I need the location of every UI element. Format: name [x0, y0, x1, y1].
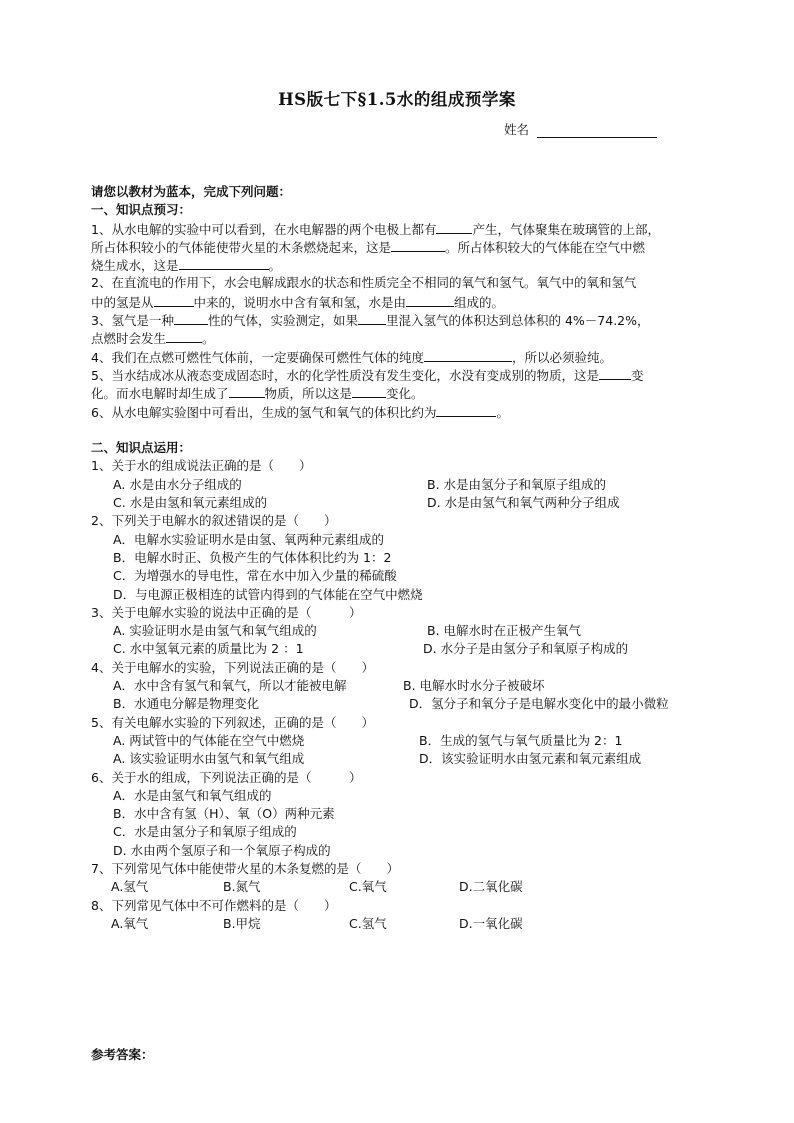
question-4-stem: 4、关于电解水的实验，下列说法正确的是（ ）: [91, 659, 374, 675]
text-segment: 中来的，说明水中含有氧和氢，水是由: [193, 294, 407, 310]
page-title: HS版七下§1.5水的组成预学案: [278, 90, 516, 109]
name-blank-line[interactable]: [537, 123, 657, 138]
text-segment: 物质，所以这是: [264, 386, 353, 402]
option[interactable]: B．电解水时正、负极产生的气体体积比约为 1：2: [113, 549, 392, 565]
fill-blank[interactable]: [358, 311, 386, 325]
fill-blank[interactable]: [424, 348, 512, 362]
option[interactable]: A.氢气: [111, 879, 149, 895]
question-3-stem: 3、关于电解水实验的说法中正确的是（ ）: [91, 604, 362, 620]
option[interactable]: B. 电解水时水分子被破坏: [403, 678, 545, 694]
text-segment: 里混入氢气的体积达到总体积的 4%－74.2%，: [385, 313, 650, 329]
option[interactable]: A. 实验证明水是由氢气和氧气组成的: [113, 623, 317, 639]
option[interactable]: A. 水是由水分子组成的: [113, 476, 242, 492]
intro-text: 请您以教材为蓝本，完成下列问题：: [91, 184, 292, 199]
text-segment: 4、我们在点燃可燃性气体前，一定要确保可燃性气体的纯度: [91, 349, 424, 365]
fill-blank[interactable]: [406, 293, 454, 307]
question-1-options-row-2: [91, 494, 721, 512]
question-3-options-row-1: [91, 622, 721, 640]
option[interactable]: B．水通电分解是物理变化: [113, 696, 260, 712]
option[interactable]: C. 水是由氢和氧元素组成的: [113, 495, 268, 511]
option[interactable]: D．该实验证明水由氢元素和氧元素组成: [419, 751, 642, 767]
s1-line-10: [91, 384, 721, 402]
text-segment: 2、在直流电的作用下，水会电解成跟水的状态和性质完全不相同的氧气和氢气。氧气中的氧和氢气: [91, 275, 637, 291]
option[interactable]: D．与电源正极相连的试管内得到的气体能在空气中燃烧: [113, 586, 423, 602]
text-segment: 所占体积较小的气体能使带火星的木条燃烧起来，这是: [91, 239, 392, 255]
option[interactable]: D.一氧化碳: [459, 915, 523, 931]
text-segment: 烧生成水，这是: [91, 258, 179, 274]
option[interactable]: D. 水由两个氢原子和一个氧原子构成的: [113, 842, 331, 858]
question-8-stem: 8、下列常见气体中不可作燃料的是（ ）: [91, 897, 337, 913]
option[interactable]: A. 该实验证明水由氢气和氧气组成: [113, 751, 305, 767]
name-label: 姓名: [504, 122, 530, 137]
question-7-options: [91, 878, 721, 896]
option[interactable]: D．氢分子和氧分子是电解水变化中的最小微粒: [409, 696, 669, 712]
question-4-options-row-1: [91, 677, 721, 695]
s1-line-1: [91, 220, 721, 238]
fill-blank[interactable]: [391, 238, 445, 252]
option[interactable]: D. 水是由氢气和氧气两种分子组成: [427, 495, 620, 511]
option[interactable]: B．水中含有氢（H）、氧（O）两种元素: [113, 806, 335, 822]
question-5-stem: 5、有关电解水实验的下列叙述，正确的是（ ）: [91, 714, 374, 730]
option[interactable]: A．水是由氢气和氧气组成的: [113, 787, 272, 803]
option[interactable]: B.甲烷: [223, 915, 261, 931]
text-segment: 。: [496, 404, 509, 420]
text-segment: 5、当水结成冰从液态变成固态时，水的化学性质没有发生变化，水没有变成别的物质，这是: [91, 367, 599, 383]
option[interactable]: C. 水中氢氧元素的质量比为 2 ：1: [113, 641, 304, 657]
s1-line-2: [91, 238, 721, 256]
option[interactable]: D.二氧化碳: [459, 879, 523, 895]
question-1-stem: 1、关于水的组成说法正确的是（ ）: [91, 458, 312, 474]
option[interactable]: A. 两试管中的气体能在空气中燃烧: [113, 732, 305, 748]
fill-blank[interactable]: [436, 220, 472, 234]
question-4-options-row-2: [91, 695, 721, 713]
option[interactable]: C．为增强水的导电性，常在水中加入少量的稀硫酸: [113, 568, 397, 584]
text-segment: 变: [630, 367, 644, 383]
option[interactable]: C．水是由氢分子和氧原子组成的: [113, 824, 297, 840]
text-segment: 。: [268, 258, 282, 274]
question-6-stem: 6、关于水的组成，下列说法正确的是（ ）: [91, 769, 362, 785]
text-segment: 中的氢是从: [91, 294, 154, 310]
question-5-options-row-1: [91, 732, 721, 750]
text-segment: 变化。: [386, 386, 424, 402]
question-5-options-row-2: [91, 750, 721, 768]
text-segment: 性的气体，实验测定，如果: [207, 313, 358, 329]
option[interactable]: B. 水是由氢分子和氧原子组成的: [427, 476, 607, 492]
option[interactable]: C.氧气: [349, 879, 387, 895]
option[interactable]: A．水中含有氢气和氧气，所以才能被电解: [113, 678, 347, 694]
question-1-options-row-1: [91, 476, 721, 494]
s1-line-5: [91, 293, 721, 311]
text-segment: 产生，气体聚集在玻璃管的上部，: [472, 221, 660, 237]
fill-blank[interactable]: [436, 403, 496, 417]
option[interactable]: B. 电解水时在正极产生氧气: [427, 623, 582, 639]
text-segment: 6、从水电解实验图中可看出，生成的氢气和氧气的体积比约为: [91, 404, 437, 420]
question-7-stem: 7、下列常见气体中能使带火星的木条复燃的是（ ）: [91, 860, 399, 876]
option[interactable]: C.氢气: [349, 915, 387, 931]
text-segment: 点燃时会发生: [91, 331, 167, 347]
text-segment: 化。而水电解时却生成了: [91, 386, 229, 402]
fill-blank[interactable]: [599, 366, 631, 380]
option[interactable]: B.氮气: [223, 879, 261, 895]
fill-blank[interactable]: [154, 293, 194, 307]
text-segment: 。: [202, 331, 215, 347]
fill-blank[interactable]: [174, 311, 208, 325]
option[interactable]: A.氧气: [111, 915, 149, 931]
s1-line-4: [91, 274, 721, 292]
text-segment: 1、从水电解的实验中可以看到，在水电解器的两个电极上都有: [91, 221, 437, 237]
text-segment: ，所以必须验纯。: [511, 349, 612, 365]
option[interactable]: B．生成的氢气与氧气质量比为 2：1: [419, 732, 623, 748]
option[interactable]: D. 水分子是由氢分子和氧原子构成的: [423, 641, 629, 657]
fill-blank[interactable]: [352, 384, 386, 398]
s1-line-11: [91, 403, 721, 421]
s1-line-9: [91, 366, 721, 384]
s1-line-8: [91, 348, 721, 366]
s1-line-6: [91, 311, 721, 329]
question-8-options: [91, 915, 721, 933]
section2-heading: 二、知识点运用：: [91, 440, 192, 456]
s1-line-7: [91, 329, 721, 347]
question-2-stem: 2、下列关于电解水的叙述错误的是（ ）: [91, 513, 337, 529]
text-segment: 组成的。: [454, 294, 505, 310]
text-segment: 。所占体积较大的气体能在空气中燃: [445, 239, 646, 255]
question-3-options-row-2: [91, 640, 721, 658]
s1-line-3: [91, 256, 721, 274]
text-segment: 3、氢气是一种: [91, 313, 174, 329]
fill-blank[interactable]: [229, 384, 265, 398]
answer-heading: 参考答案：: [91, 1047, 154, 1062]
spacer: [91, 421, 721, 439]
worksheet-content: [91, 183, 721, 933]
option[interactable]: A．电解水实验证明水是由氢、氧两种元素组成的: [113, 531, 385, 547]
section1-heading: 一、知识点预习：: [91, 202, 192, 218]
name-field: [504, 120, 657, 138]
fill-blank[interactable]: [166, 329, 202, 343]
fill-blank[interactable]: [179, 256, 269, 270]
